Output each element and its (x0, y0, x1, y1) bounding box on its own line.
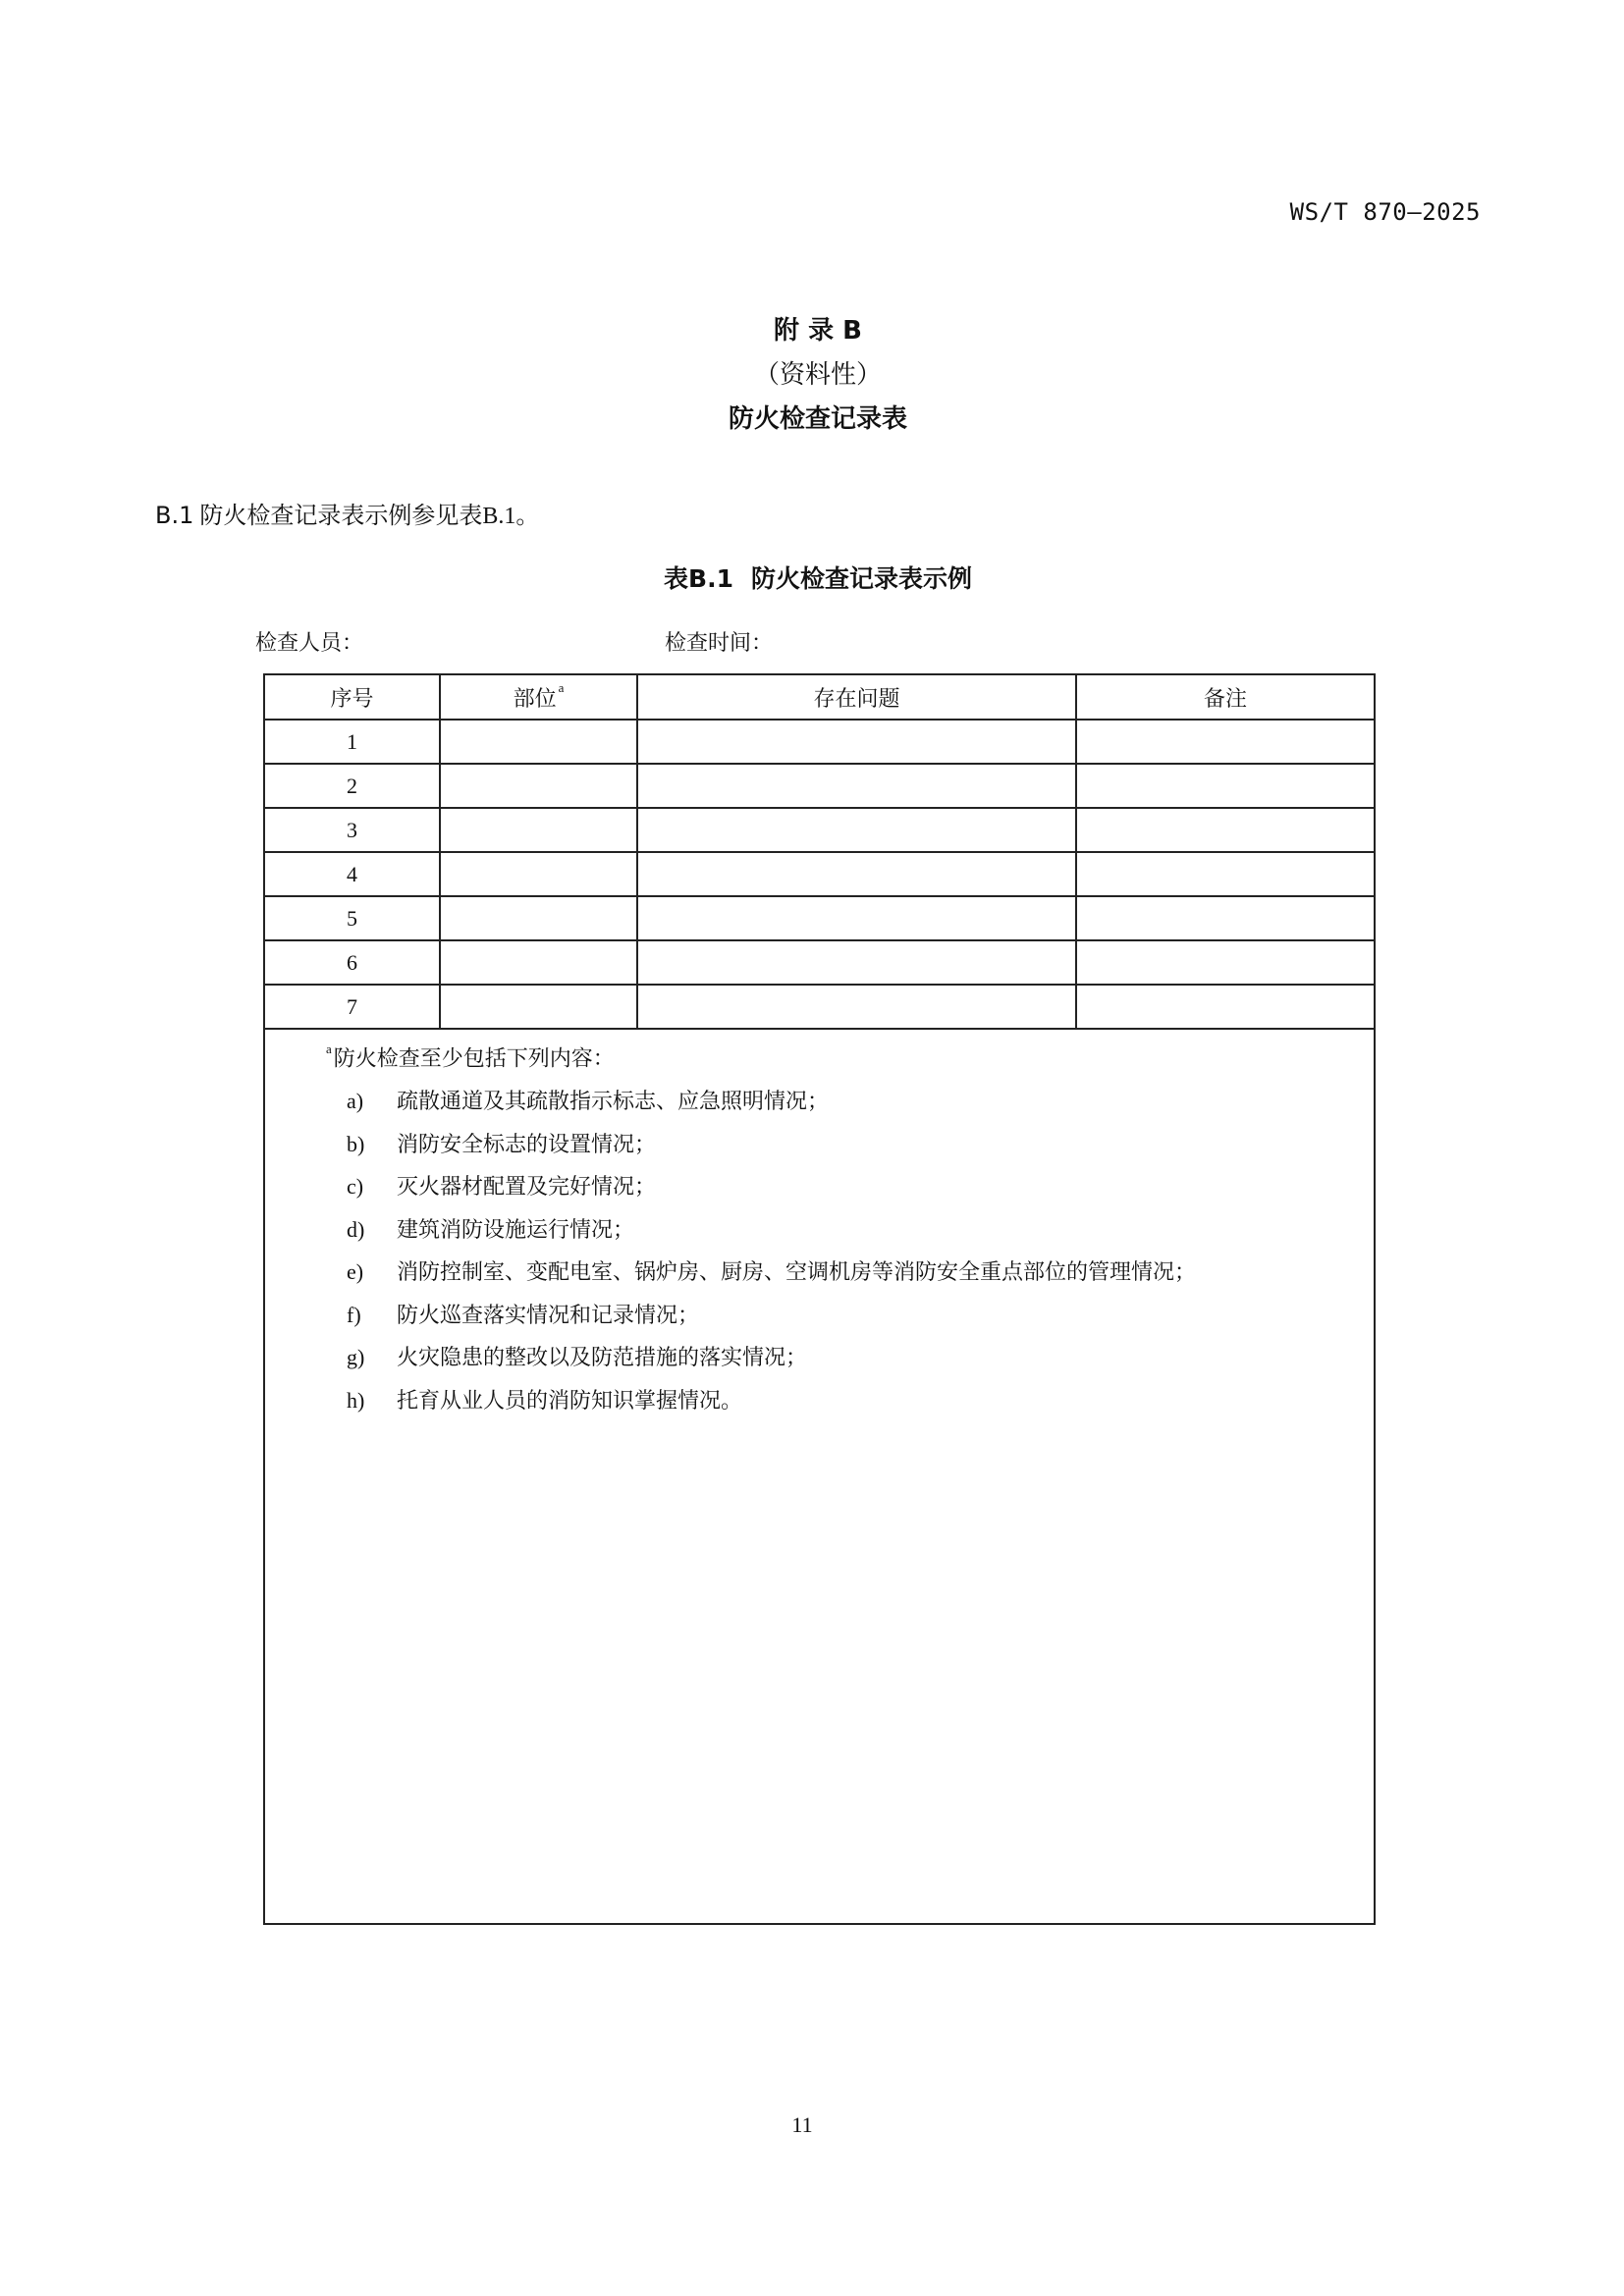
remark-cell[interactable] (1076, 985, 1375, 1029)
problem-cell[interactable] (637, 720, 1076, 764)
table-caption (425, 560, 1211, 595)
remark-cell[interactable] (1076, 720, 1375, 764)
remark-cell[interactable] (1076, 764, 1375, 808)
row-number: 6 (264, 940, 440, 985)
note-marker: a (326, 1041, 332, 1056)
problem-cell[interactable] (637, 940, 1076, 985)
note-item-text: 火灾隐患的整改以及防范措施的落实情况； (397, 1345, 808, 1370)
note-item (347, 1294, 1374, 1337)
note-item-text: 托育从业人员的消防知识掌握情况。 (397, 1388, 743, 1414)
note-item-label: b) (347, 1131, 365, 1156)
note-item (347, 1208, 1374, 1252)
table-row (264, 720, 1375, 764)
table-row (264, 985, 1375, 1029)
note-item (347, 1251, 1374, 1294)
standard-number: WS/T 870—2025 (1289, 198, 1481, 226)
table-note (265, 1030, 1374, 1422)
location-cell[interactable] (440, 940, 637, 985)
remark-cell[interactable] (1076, 896, 1375, 940)
note-item-text: 防火巡查落实情况和记录情况； (397, 1302, 700, 1327)
problem-cell[interactable] (637, 985, 1076, 1029)
table-row (264, 940, 1375, 985)
intro-text: 防火检查记录表示例参见表B.1。 (199, 504, 540, 529)
problem-cell[interactable] (637, 764, 1076, 808)
remark-cell[interactable] (1076, 940, 1375, 985)
table-row (264, 808, 1375, 852)
appendix-title: 附 录 B (774, 316, 862, 346)
note-item (347, 1080, 1374, 1123)
footnote-marker: a (558, 679, 565, 695)
note-item-text: 消防控制室、变配电室、锅炉房、厨房、空调机房等消防安全重点部位的管理情况； (397, 1259, 1197, 1285)
header-problem: 存在问题 (637, 674, 1076, 720)
location-cell[interactable] (440, 852, 637, 896)
page-number: 11 (791, 2112, 813, 2137)
inspection-record-table (263, 673, 1376, 1925)
note-intro (326, 1032, 1374, 1080)
note-item-label: f) (347, 1302, 361, 1327)
location-cell[interactable] (440, 720, 637, 764)
table-note-cell (264, 1029, 1375, 1924)
note-item-label: h) (347, 1388, 365, 1414)
note-row (264, 1029, 1375, 1924)
note-item (347, 1123, 1374, 1166)
location-cell[interactable] (440, 896, 637, 940)
note-intro-text: 防火检查至少包括下列内容： (333, 1045, 615, 1071)
note-item-label: c) (347, 1174, 364, 1200)
row-number: 2 (264, 764, 440, 808)
row-number: 4 (264, 852, 440, 896)
location-cell[interactable] (440, 764, 637, 808)
row-number: 3 (264, 808, 440, 852)
table-row (264, 896, 1375, 940)
header-location-label: 部位 (513, 685, 557, 711)
header-location (440, 674, 637, 720)
remark-cell[interactable] (1076, 852, 1375, 896)
note-item-label: d) (347, 1216, 365, 1242)
row-number: 5 (264, 896, 440, 940)
note-item-text: 消防安全标志的设置情况； (397, 1131, 657, 1156)
intro-paragraph (155, 496, 539, 530)
table-caption-title: 防火检查记录表示例 (750, 564, 972, 593)
appendix-type: （资料性） (753, 360, 882, 390)
problem-cell[interactable] (637, 896, 1076, 940)
note-item-text: 灭火器材配置及完好情况； (397, 1174, 657, 1200)
note-item-text: 建筑消防设施运行情况； (397, 1216, 635, 1242)
table-header-row (264, 674, 1375, 720)
appendix-name: 防火检查记录表 (728, 404, 907, 434)
table-row (264, 764, 1375, 808)
note-item-label: g) (347, 1345, 365, 1370)
location-cell[interactable] (440, 985, 637, 1029)
table-caption-number: 表B.1 (664, 564, 733, 593)
note-item-label: e) (347, 1259, 364, 1285)
header-no: 序号 (264, 674, 440, 720)
note-item-text: 疏散通道及其疏散指示标志、应急照明情况； (397, 1088, 830, 1113)
table-row (264, 852, 1375, 896)
row-number: 7 (264, 985, 440, 1029)
row-number: 1 (264, 720, 440, 764)
header-remark: 备注 (1076, 674, 1375, 720)
inspection-time-label: 检查时间： (665, 630, 774, 655)
clause-number: B.1 (155, 502, 194, 529)
note-item (347, 1379, 1374, 1422)
note-item (347, 1336, 1374, 1379)
location-cell[interactable] (440, 808, 637, 852)
problem-cell[interactable] (637, 808, 1076, 852)
problem-cell[interactable] (637, 852, 1076, 896)
inspector-label: 检查人员： (255, 630, 364, 655)
note-item-label: a) (347, 1088, 364, 1113)
note-item (347, 1165, 1374, 1208)
remark-cell[interactable] (1076, 808, 1375, 852)
